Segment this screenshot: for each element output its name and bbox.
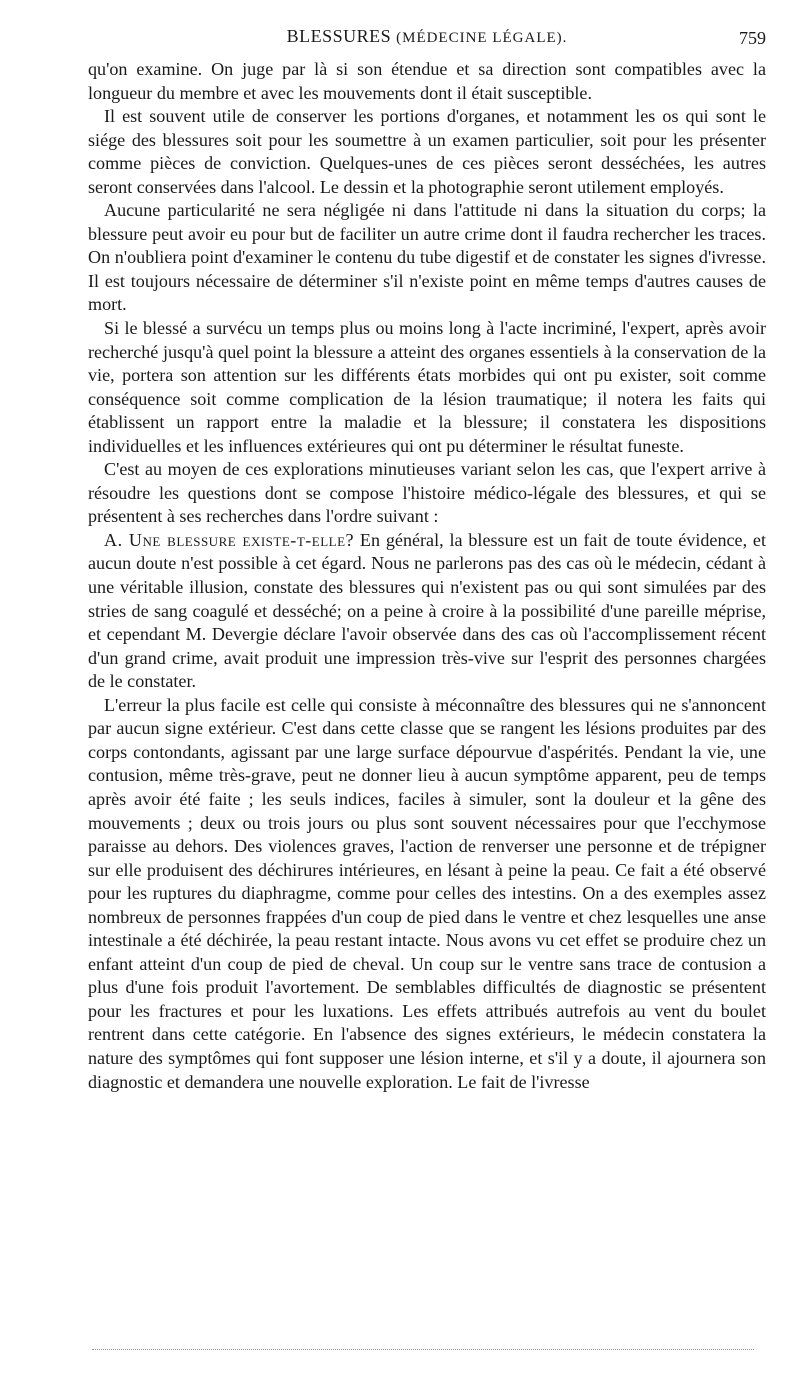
footer-dotted-rule [92,1349,754,1350]
body-text [88,58,766,1094]
section-heading-a: A. Une blessure existe-t-elle? [104,529,355,550]
running-header [88,26,766,56]
header-subtitle: (MÉDECINE LÉGALE). [396,30,568,46]
paragraph-1: qu'on examine. On juge par là si son étendue et sa direction sont compatibles avec la longueur du membre et avec les mouvements dont il était susceptible. [88,59,766,103]
running-title [88,26,766,47]
paragraph-3: Aucune particularité ne sera négligée ni dans l'attitude ni dans la situation du corps; la blessure peut avoir eu pour but de faciliter un autre crime dont il faudra rechercher les traces. On n'oubliera point d'examiner le contenu du tube digestif et de constater les signes d'ivresse. Il est toujours nécessaire de déterminer s'il n'existe point en même temps d'autres causes de mort. [88,200,766,315]
paragraph-6-text: En général, la blessure est un fait de toute évidence, et aucun doute n'est possible à cet égard. Nous ne parlerons pas des cas où le médecin, cédant à une véritable illusion, constate des blessures qui n'existent pas ou qui sont simulées par des stries de sang coagulé et desséché; on a peine à croire à la possibilité d'une pareille méprise, et cependant M. Devergie déclare l'avoir observée dans des cas où l'accomplissement récent d'un grand crime, avait produit une impression très-vive sur l'esprit des personnes chargées de le constater. [88,529,766,692]
page-number: 759 [739,28,766,48]
paragraph-4: Si le blessé a survécu un temps plus ou moins long à l'acte incriminé, l'expert, après avoir recherché jusqu'à quel point la blessure a atteint des organes essentiels à la conservation de la vie, portera son attention sur les différents états morbides qui ont pu exister, soit comme conséquence soit comme complication de la lésion traumatique; il notera les faits qui établissent un rapport entre la maladie et la blessure; il constatera les dispositions individuelles et les influences extérieures qui ont pu déterminer le résultat funeste. [88,318,766,456]
paragraph-5: C'est au moyen de ces explorations minutieuses variant selon les cas, que l'expert arrive à résoudre les questions dont se compose l'histoire médico-légale des blessures, et qui se présentent à ses recherches dans l'ordre suivant : [88,459,766,527]
header-title: BLESSURES [286,26,392,46]
paragraph-2: Il est souvent utile de conserver les portions d'organes, et notamment les os qui sont le siége des blessures soit pour les soumettre à un examen particulier, soit pour les présenter comme pièces de conviction. Quelques-unes de ces pièces seront desséchées, les autres seront conservées dans l'alcool. Le dessin et la photographie seront utilement employés. [88,106,766,197]
paragraph-7: L'erreur la plus facile est celle qui consiste à méconnaître des blessures qui ne s'annoncent par aucun signe extérieur. C'est dans cette classe que se rangent les lésions produites par des corps contondants, agissant par une large surface dépourvue d'aspérités. Pendant la vie, une contusion, même très-grave, peut ne donner lieu à aucun symptôme apparent, peu de temps après avoir été faite ; les seuls indices, faciles à simuler, sont la douleur et la gêne des mouvements ; deux ou trois jours ou plus sont souvent nécessaires pour que l'ecchymose paraisse au dehors. Des violences graves, l'action de renverser une personne et de trépigner sur elle produisent des déchirures intérieures, en lésant à peine la peau. Ce fait a été observé pour les ruptures du diaphragme, comme pour celles des intestins. On a des exemples assez nombreux de personnes frappées d'un coup de pied dans le ventre et chez lesquelles une anse intestinale a été déchirée, la peau restant intacte. Nous avons vu cet effet se produire chez un enfant atteint d'un coup de pied de cheval. Un coup sur le ventre sans trace de contusion a plus d'une fois produit l'avortement. De semblables difficultés de diagnostic se présentent pour les fractures et pour les luxations. Les effets attribués autrefois au vent du boulet rentrent dans cette catégorie. En l'absence des signes extérieurs, le médecin constatera la nature des symptômes qui font supposer une lésion interne, et s'il y a doute, il ajournera son diagnostic et demandera une nouvelle exploration. Le fait de l'ivresse [88,694,766,1092]
page [88,26,766,1094]
paragraph-6 [88,529,766,694]
